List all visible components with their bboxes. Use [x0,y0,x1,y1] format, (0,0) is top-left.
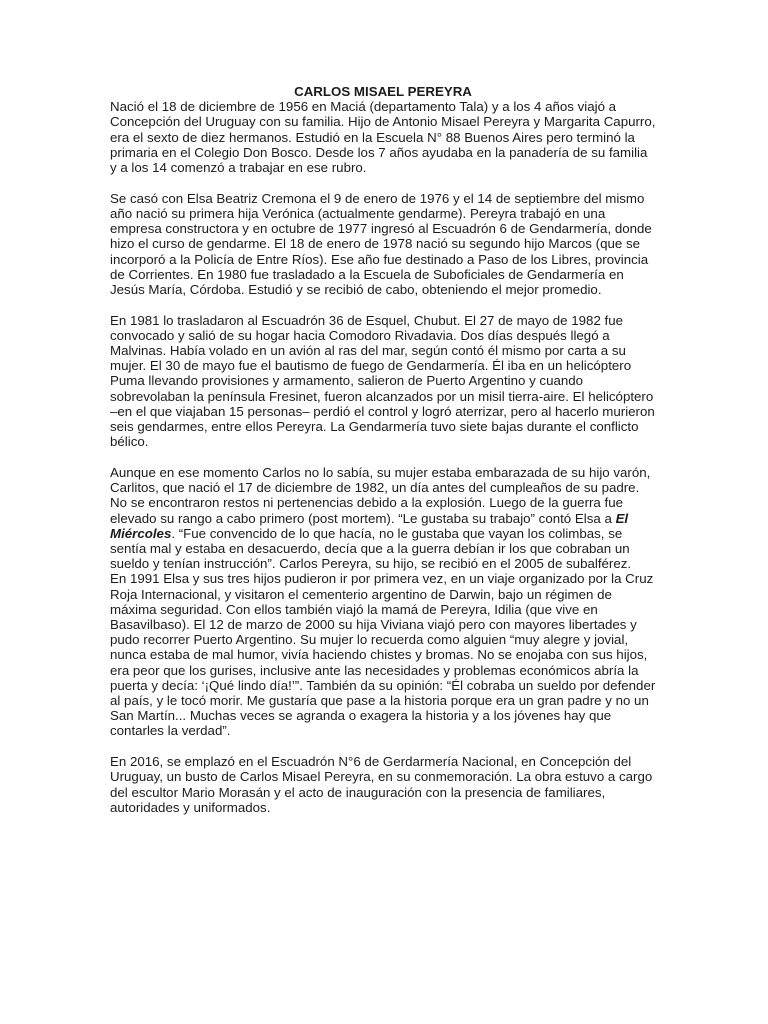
paragraph-family [110,465,656,571]
document-title: CARLOS MISAEL PEREYRA [294,84,472,99]
paragraph-family-text-1: Aunque en ese momento Carlos no lo sabía, su mujer estaba embarazada de su hijo varón, Carlitos, que nació el 17 de diciembre de 1982, un día antes del cumpleaños de su padre. No se encontraron restos ni pertenencias debido a la explosión. Luego de la guerra fue elevado su rango a cabo primero (post mortem). “Le gustaba su trabajo” contó Elsa a [110,464,651,526]
paragraph-malvinas: En 1981 lo trasladaron al Escuadrón 36 de Esquel, Chubut. El 27 de mayo de 1982 fue convocado y salió de su hogar hacia Comodoro Rivadavia. Dos días después llegó a Malvinas. Había volado en un avión al ras del mar, según contó él mismo por carta a su mujer. El 30 de mayo fue el bautismo de fuego de Gendarmería. Él iba en un helicóptero Puma llevando provisiones y armamento, salieron de Puerto Argentino y cuando sobrevolaban la península Fresinet, fueron alcanzados por un misil tierra-aire. El helicóptero –en el que viajaban 15 personas– perdió el control y logró aterrizar, pero al hacerlo murieron seis gendarmes, entre ellos Pereyra. La Gendarmería tuvo siete bajas durante el conflicto bélico. [110,312,655,450]
paragraph-gap [110,175,656,191]
newspaper-name: El Miércoles [110,510,629,541]
paragraph-marriage-career: Se casó con Elsa Beatriz Cremona el 9 de enero de 1976 y el 14 de septiembre del mismo año nació su primera hija Verónica (actualmente gendarme). Pereyra trabajó en una empresa constructora y en octubre de 1977 ingresó al Escuadrón 6 de Gendarmería, donde hizo el curso de gendarme. El 18 de enero de 1978 nació su segundo hijo Marcos (que se incorporó a la Policía de Entre Ríos). Ese año fue destinado a Paso de los Libres, provincia de Corrientes. En 1980 fue trasladado a la Escuela de Suboficiales de Gendarmería en Jesús María, Córdoba. Estudió y se recibió de cabo, obteniendo el mejor promedio. [110,190,652,297]
paragraph-gap [110,449,656,465]
paragraph-birth: Nació el 18 de diciembre de 1956 en Maciá (departamento Tala) y a los 4 años viajó a Concepción del Uruguay con su familia. Hijo de Antonio Misael Pereyra y Margarita Capurro, era el sexto de diez hermanos. Estudió en la Escuela N° 88 Buenos Aires pero terminó la primaria en el Colegio Don Bosco. Desde los 7 años ayudaba en la panadería de su familia y a los 14 comenzó a trabajar en ese rubro. [110,99,656,176]
paragraph-gap [110,297,656,313]
paragraph-gap [110,739,656,755]
paragraph-bust: En 2016, se emplazó en el Escuadrón N°6 de Gerdarmería Nacional, en Concepción del Uruguay, un busto de Carlos Misael Pereyra, en su conmemoración. La obra estuvo a cargo del escultor Mario Morasán y el acto de inauguración con la presencia de familiares, autoridades y uniformados. [110,754,653,815]
paragraph-family-text-2: . “Fue convencido de lo que hacía, no le gustaba que vayan los colimbas, se sentía mal y estaba en desacuerdo, decía que a la guerra debían ir los que cobraban un sueldo y tenían instrucción”. Carlos Pereyra, su hijo, se recibió en el 2005 de subalférez. [110,525,632,572]
document-page [110,84,656,815]
paragraph-visit: En 1991 Elsa y sus tres hijos pudieron ir por primera vez, en un viaje organizado por la Cruz Roja Internacional, y visitaron el cementerio argentino de Darwin, bajo un régimen de máxima seguridad. Con ellos también viajó la mamá de Pereyra, Idilia (que vive en Basavilbaso). El 12 de marzo de 2000 su hija Viviana viajó pero con mayores libertades y pudo recorrer Puerto Argentino. Su mujer lo recuerda como alguien “muy alegre y jovial, nunca estaba de mal humor, vivía haciendo chistes y bromas. No se enojaba con sus hijos, era peor que los gurises, inclusive ante las necesidades y problemas económicos abría la puerta y decía: ‘¡Qué lindo día!’”. También da su opinión: “Él cobraba un sueldo por defender al país, y le tocó morir. Me gustaría que pase a la historia porque era un gran padre y no un San Martín... Muchas veces se agranda o exagera la historia y a los jóvenes hay que contarles la verdad”. [110,571,656,739]
